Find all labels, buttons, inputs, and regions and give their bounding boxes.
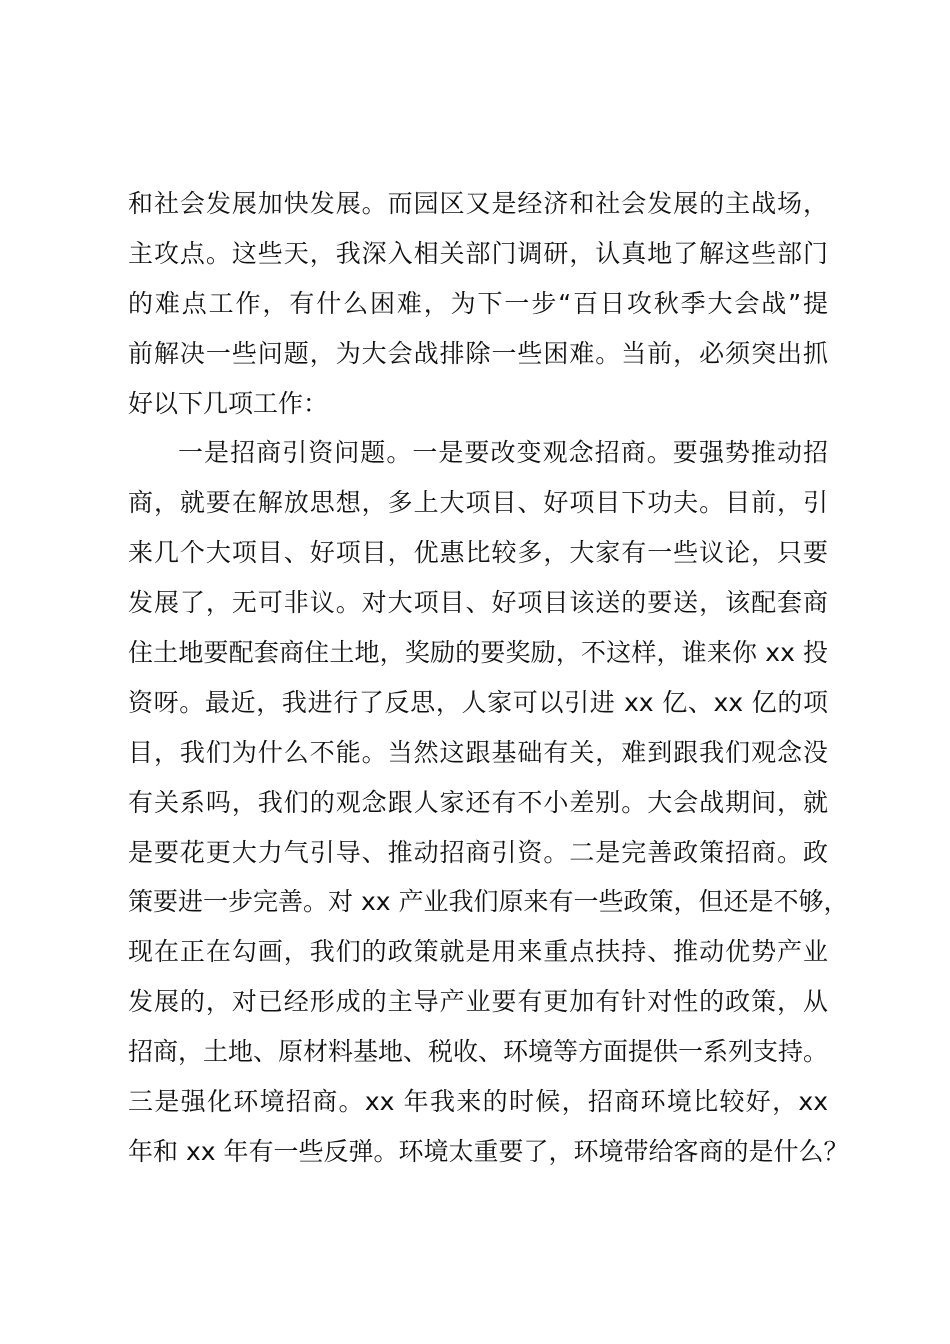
- text-line: 好以下几项工作：: [128, 388, 329, 418]
- text-line: 目，我们为什么不能。当然这跟基础有关，难到跟我们观念没: [128, 737, 828, 767]
- text-line: 招商，土地、原材料基地、税收、环境等方面提供一系列支持。: [128, 1037, 829, 1067]
- text-line: 商，就要在解放思想，多上大项目、好项目下功夫。目前，引: [128, 488, 828, 518]
- text-line: 三是强化环境招商。xx 年我来的时候，招商环境比较好，xx: [128, 1087, 828, 1117]
- text-line: 有关系吗，我们的观念跟人家还有不小差别。大会战期间，就: [128, 787, 828, 817]
- text-line: 年和 xx 年有一些反弹。环境太重要了，环境带给客商的是什么？: [128, 1136, 849, 1166]
- text-line: 是要花更大力气引导、推动招商引资。二是完善政策招商。政: [128, 837, 828, 867]
- text-line: 的难点工作，有什么困难，为下一步“百日攻秋季大会战”提: [128, 288, 828, 318]
- text-line: 发展的，对已经形成的主导产业要有更加有针对性的政策，从: [128, 987, 828, 1017]
- text-line: 现在正在勾画，我们的政策就是用来重点扶持、推动优势产业: [128, 937, 828, 967]
- text-line: 和社会发展加快发展。而园区又是经济和社会发展的主战场，: [128, 189, 828, 218]
- text-line: 来几个大项目、好项目，优惠比较多，大家有一些议论，只要: [128, 538, 828, 568]
- text-line: 前解决一些问题，为大会战排除一些困难。当前，必须突出抓: [128, 338, 828, 368]
- text-line: 发展了，无可非议。对大项目、好项目该送的要送，该配套商: [128, 588, 828, 618]
- text-line: 住土地要配套商住土地，奖励的要奖励，不这样，谁来你 xx 投: [128, 638, 828, 668]
- body-text: [128, 179, 849, 1177]
- text-line: 主攻点。这些天，我深入相关部门调研，认真地了解这些部门: [128, 238, 828, 268]
- text-line: 一是招商引资问题。一是要改变观念招商。要强势推动招: [178, 438, 828, 468]
- text-line: 策要进一步完善。对 xx 产业我们原来有一些政策，但还是不够，: [128, 887, 849, 917]
- text-line: 资呀。最近，我进行了反思，人家可以引进 xx 亿、xx 亿的项: [128, 687, 828, 717]
